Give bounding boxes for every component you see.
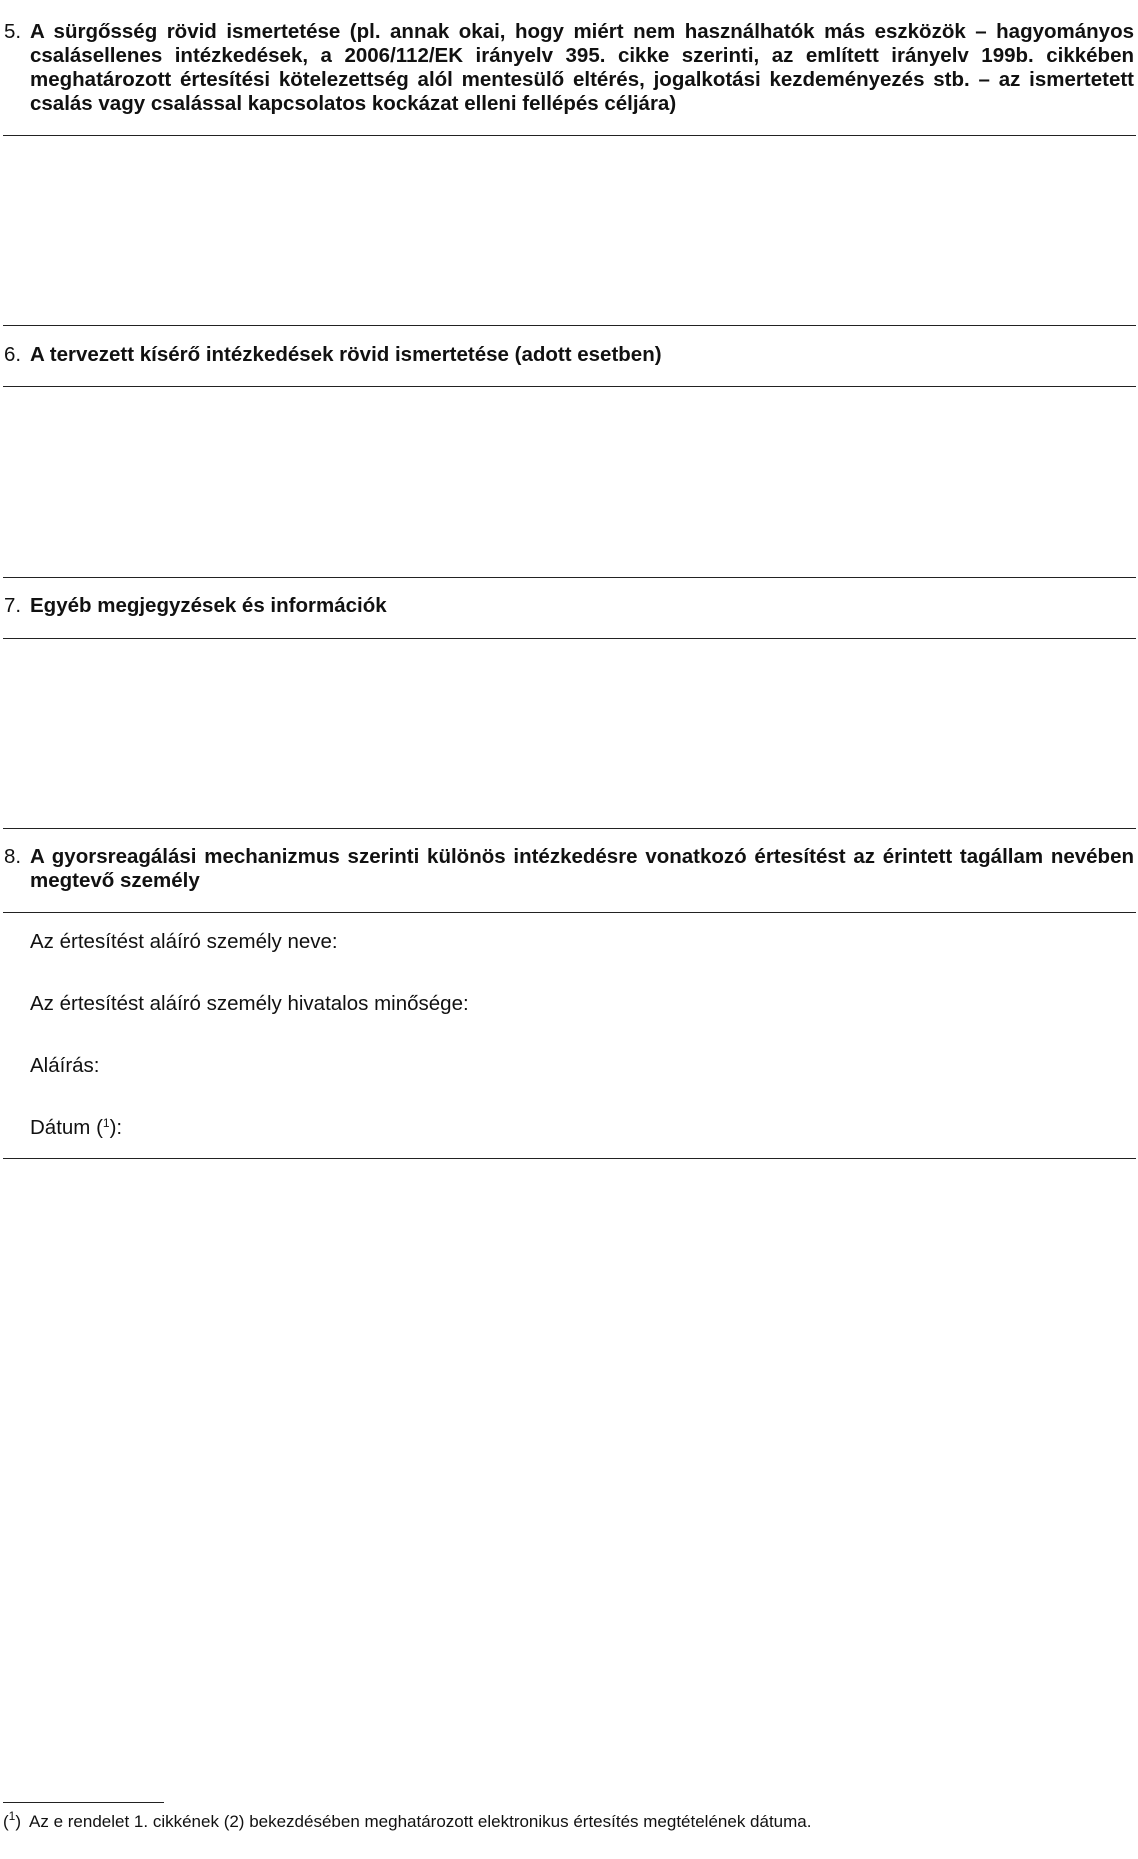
footnote-separator	[3, 1802, 164, 1803]
section-divider	[3, 325, 1136, 326]
signature-label: Aláírás:	[30, 1054, 100, 1077]
footnote-marker: ($^1$)	[3, 1809, 22, 1831]
section-title: A tervezett kísérő intézkedések rövid ismertetése (adott esetben)	[30, 343, 662, 366]
footnote-text: Az e rendelet 1. cikkének (2) bekezdésében meghatározott elektronikus értesítés megtételének dátuma.	[29, 1812, 812, 1831]
section-number: 5.	[4, 20, 22, 43]
footnote	[3, 1809, 812, 1832]
section-7-heading	[4, 594, 1134, 618]
section-title: Egyéb megjegyzések és információk	[30, 594, 387, 617]
section-divider	[3, 577, 1136, 578]
section-divider	[3, 828, 1136, 829]
section-divider	[3, 386, 1136, 387]
signatory-name-label: Az értesítést aláíró személy neve:	[30, 930, 338, 953]
section-number: 7.	[4, 594, 22, 617]
date-label	[30, 1116, 122, 1140]
section-title: A gyorsreagálási mechanizmus szerinti különös intézkedésre vonatkozó értesítést az érintett tagállam nevében megtevő személy	[30, 845, 1134, 892]
section-divider	[3, 135, 1136, 136]
section-title: A sürgősség rövid ismertetése (pl. annak okai, hogy miért nem használhatók más eszközök – hagyományos csalásellenes intézkedések, a 2006/112/EK irányelv 395. cikke szerinti, az említett irányelv 199b. cikkében meghatározott értesítési kötelezettség alól mentesülő eltérés, jogalkotási kezdeményezés stb. – az ismertetett csalás vagy csalással kapcsolatos kockázat elleni fellépés céljára)	[30, 20, 1134, 115]
section-divider	[3, 638, 1136, 639]
section-number: 6.	[4, 343, 22, 366]
footnote-reference: 1	[102, 1116, 110, 1130]
signatory-position-label: Az értesítést aláíró személy hivatalos minősége:	[30, 992, 469, 1015]
section-divider	[3, 1158, 1136, 1159]
section-5-heading	[4, 20, 1134, 116]
section-8-heading	[4, 845, 1134, 893]
section-divider	[3, 912, 1136, 913]
section-number: 8.	[4, 845, 22, 868]
section-6-heading	[4, 343, 1134, 367]
date-label-suffix: ):	[109, 1116, 123, 1139]
date-label-text: Dátum (	[30, 1116, 103, 1139]
